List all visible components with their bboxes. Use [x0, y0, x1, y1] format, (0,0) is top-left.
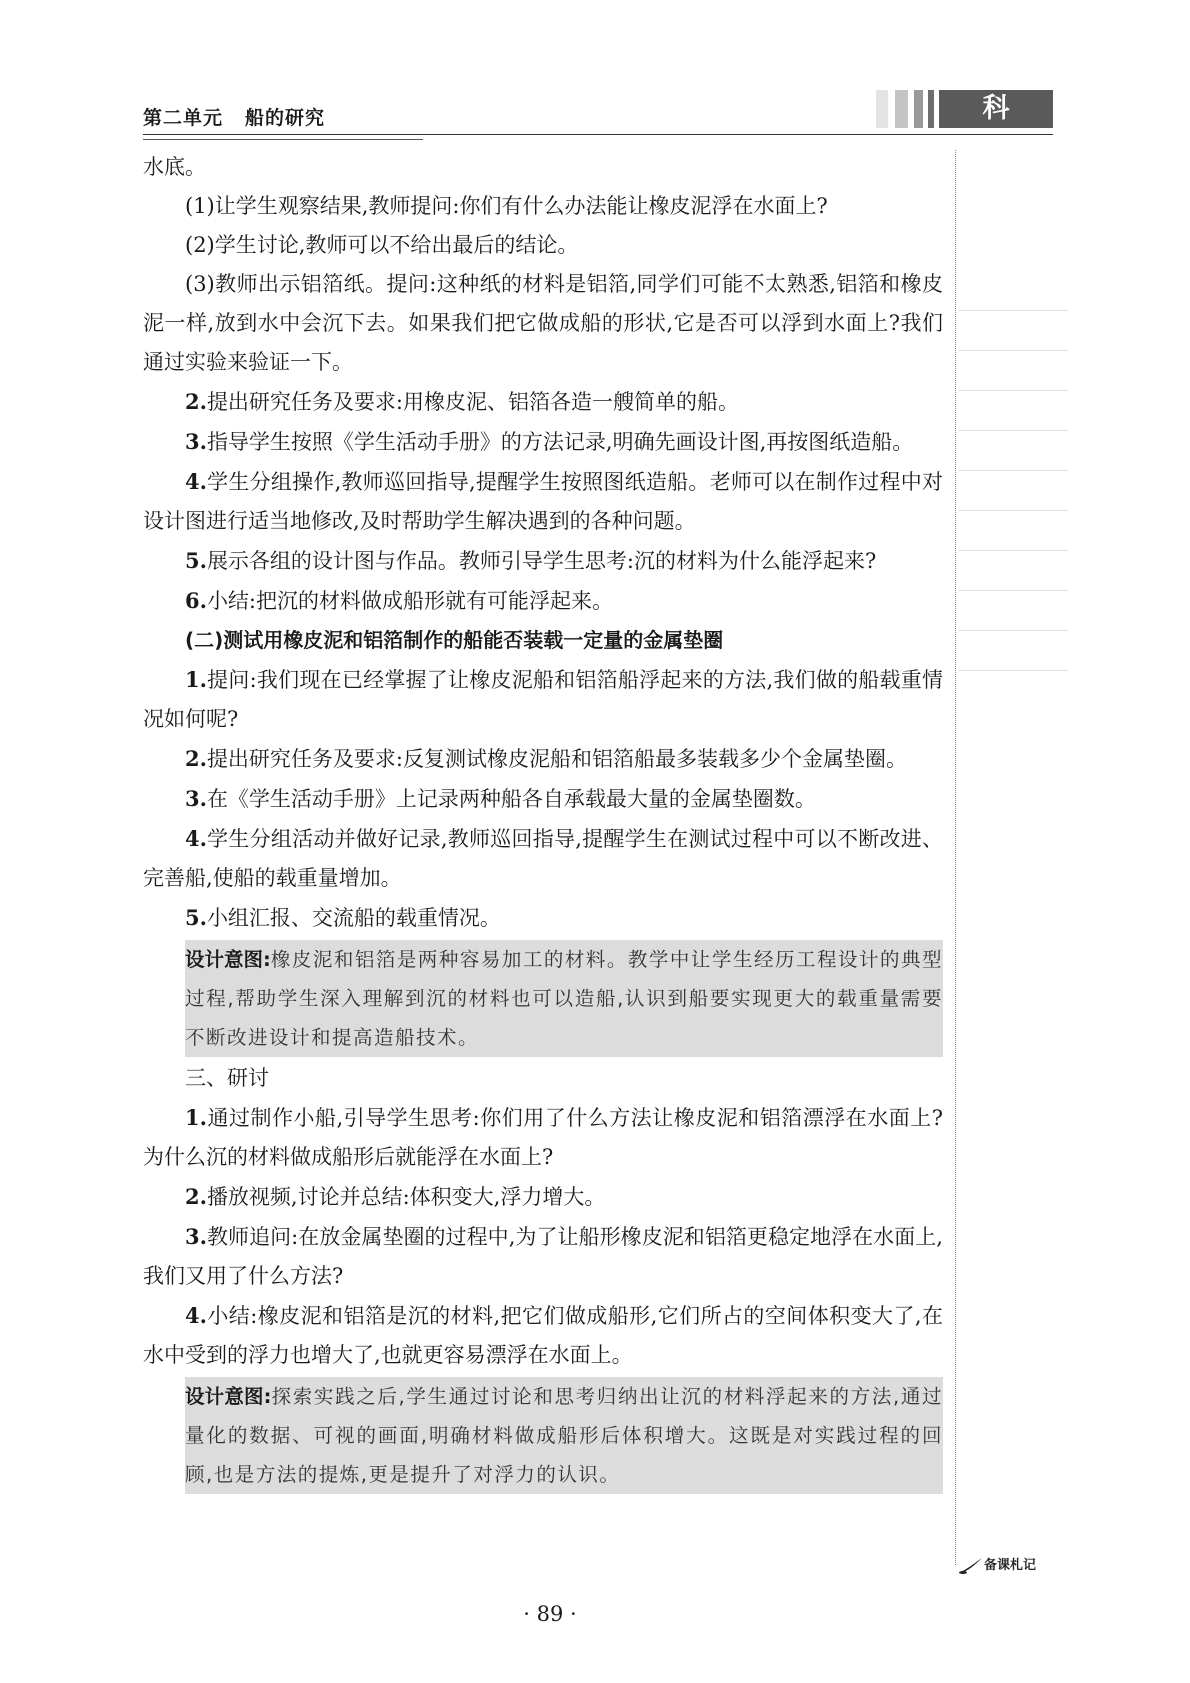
list-item: 6.小结:把沉的材料做成船形就有可能浮起来。 [185, 588, 614, 613]
list-item: 4.学生分组操作,教师巡回指导,提醒学生按照图纸造船。老师可以在制作过程中对设计图进行适当地修改,及时帮助学生解决遇到的各种问题。 [143, 469, 943, 533]
note-line [958, 550, 1068, 551]
note-line [958, 350, 1068, 351]
pen-icon [958, 1557, 984, 1575]
main-content [143, 148, 943, 1496]
header-bar-1 [876, 90, 888, 128]
page-number: · 89 · [523, 1602, 577, 1626]
list-item: 1.提问:我们现在已经掌握了让橡皮泥船和铝箔船浮起来的方法,我们做的船载重情况如何呢? [143, 667, 943, 731]
list-item: 3.指导学生按照《学生活动手册》的方法记录,明确先画设计图,再按图纸造船。 [185, 429, 914, 454]
note-line [958, 390, 1068, 391]
note-line [958, 590, 1068, 591]
list-item: 2.播放视频,讨论并总结:体积变大,浮力增大。 [185, 1184, 606, 1209]
list-item: 2.提出研究任务及要求:反复测试橡皮泥船和铝箔船最多装载多少个金属垫圈。 [185, 746, 908, 771]
paragraph: (3)教师出示铝箔纸。提问:这种纸的材料是铝箔,同学们可能不太熟悉,铝箔和橡皮泥一样,放到水中会沉下去。如果我们把它做成船的形状,它是否可以浮到水面上?我们通过实验来验证一下。 [143, 272, 943, 374]
list-item: 2.提出研究任务及要求:用橡皮泥、铝箔各造一艘简单的船。 [185, 389, 740, 414]
paragraph: 水底。 [143, 155, 206, 179]
lesson-notes-logo [958, 1554, 1036, 1575]
note-line [958, 670, 1068, 671]
list-item: 3.教师追问:在放金属垫圈的过程中,为了让船形橡皮泥和铝箔更稳定地浮在水面上,我们又用了什么方法? [143, 1224, 943, 1288]
paragraph: (2)学生讨论,教师可以不给出最后的结论。 [185, 233, 579, 257]
header-bar-4 [928, 90, 934, 128]
notes-column-divider [955, 150, 956, 1565]
header-subrule [143, 139, 423, 140]
subject-label: 科 学 [939, 90, 1053, 128]
design-intent-label: 设计意图: [185, 948, 271, 971]
note-line [958, 510, 1068, 511]
design-intent-label: 设计意图: [185, 1385, 272, 1408]
list-item: 1.通过制作小船,引导学生思考:你们用了什么方法让橡皮泥和铝箔漂浮在水面上?为什么沉的材料做成船形后就能浮在水面上? [143, 1105, 943, 1169]
list-item: 4.学生分组活动并做好记录,教师巡回指导,提醒学生在测试过程中可以不断改进、完善船,使船的载重量增加。 [143, 826, 943, 890]
note-line [958, 310, 1068, 311]
note-line [958, 630, 1068, 631]
design-intent-text: 探索实践之后,学生通过讨论和思考归纳出让沉的材料浮起来的方法,通过量化的数据、可视的画面,明确材料做成船形后体积增大。这既是对实践过程的回顾,也是方法的提炼,更是提升了对浮力的认识。 [185, 1385, 943, 1486]
section-heading: (二)测试用橡皮泥和铝箔制作的船能否装载一定量的金属垫圈 [185, 628, 724, 652]
list-item: 3.在《学生活动手册》上记录两种船各自承载最大量的金属垫圈数。 [185, 786, 816, 811]
list-item: 5.小组汇报、交流船的载重情况。 [185, 905, 501, 930]
note-line [958, 470, 1068, 471]
unit-label: 第二单元 [143, 107, 224, 129]
design-intent-box [185, 940, 943, 1057]
header-rule [143, 134, 1053, 135]
header-bar-3 [914, 90, 923, 128]
logo-text: 备课札记 [984, 1558, 1037, 1573]
unit-title: 船的研究 [245, 107, 326, 129]
running-header [143, 103, 325, 130]
design-intent-box [185, 1377, 943, 1494]
list-item: 5.展示各组的设计图与作品。教师引导学生思考:沉的材料为什么能浮起来? [185, 548, 877, 573]
header-bar-2 [895, 90, 908, 128]
list-item: 4.小结:橡皮泥和铝箔是沉的材料,把它们做成船形,它们所占的空间体积变大了,在水中受到的浮力也增大了,也就更容易漂浮在水面上。 [143, 1303, 943, 1367]
note-line [958, 430, 1068, 431]
section-heading: 三、研讨 [185, 1066, 269, 1090]
design-intent-text: 橡皮泥和铝箔是两种容易加工的材料。教学中让学生经历工程设计的典型过程,帮助学生深入理解到沉的材料也可以造船,认识到船要实现更大的载重量需要不断改进设计和提高造船技术。 [185, 948, 943, 1049]
paragraph: (1)让学生观察结果,教师提问:你们有什么办法能让橡皮泥浮在水面上? [185, 194, 828, 218]
